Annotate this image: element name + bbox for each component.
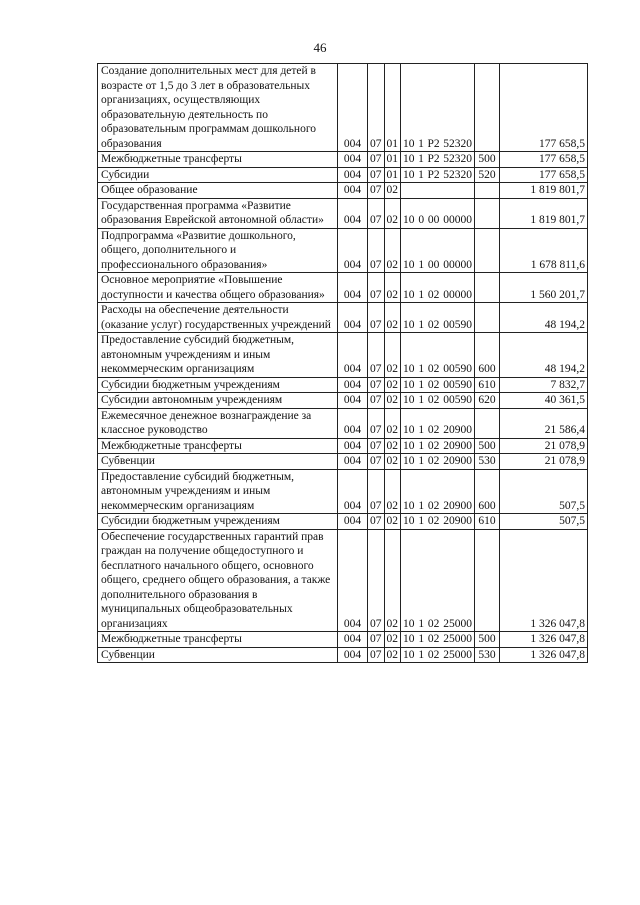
target-article-part: 1 <box>418 394 425 406</box>
row-grbs: 004 <box>338 647 368 663</box>
row-name: Общее образование <box>98 183 338 199</box>
row-expense-type <box>475 198 500 228</box>
target-article-part: 10 <box>403 455 415 467</box>
row-section: 07 <box>368 408 385 438</box>
target-article-part: 1 <box>418 648 425 661</box>
target-article-parts <box>403 454 472 469</box>
row-section: 07 <box>368 167 385 183</box>
target-article-part: 10 <box>403 258 415 271</box>
row-section: 07 <box>368 183 385 199</box>
row-amount: 48 194,2 <box>500 333 588 378</box>
row-section: 07 <box>368 438 385 454</box>
row-subsection: 02 <box>384 469 401 514</box>
row-amount: 7 832,7 <box>500 377 588 393</box>
row-expense-type <box>475 408 500 438</box>
row-name: Предоставление субсидий бюджетным, автономным учреждениям и иным некоммерческим организациям <box>98 333 338 378</box>
target-article-part: 1 <box>418 378 425 391</box>
row-name: Субсидии бюджетным учреждениям <box>98 377 338 393</box>
row-target-article <box>401 393 475 409</box>
row-grbs: 004 <box>338 167 368 183</box>
row-expense-type: 610 <box>475 377 500 393</box>
target-article-part: 10 <box>403 439 415 452</box>
target-article-part: 10 <box>403 153 415 165</box>
row-section: 07 <box>368 393 385 409</box>
row-expense-type: 610 <box>475 514 500 530</box>
row-target-article <box>401 529 475 632</box>
row-name: Межбюджетные трансферты <box>98 632 338 648</box>
row-grbs: 004 <box>338 152 368 168</box>
target-article-part: 10 <box>403 137 415 150</box>
row-target-article <box>401 469 475 514</box>
row-name: Субсидии <box>98 167 338 183</box>
target-article-part: 00 <box>427 214 440 226</box>
row-section: 07 <box>368 64 385 152</box>
row-section: 07 <box>368 454 385 470</box>
row-subsection: 02 <box>384 228 401 273</box>
target-article-parts <box>403 439 472 454</box>
row-subsection: 02 <box>384 514 401 530</box>
row-name: Межбюджетные трансферты <box>98 152 338 168</box>
row-target-article <box>401 647 475 663</box>
row-expense-type: 500 <box>475 438 500 454</box>
table-row <box>98 438 588 454</box>
table-row <box>98 198 588 228</box>
row-grbs: 004 <box>338 529 368 632</box>
row-grbs: 004 <box>338 408 368 438</box>
row-grbs: 004 <box>338 228 368 273</box>
row-section: 07 <box>368 469 385 514</box>
row-target-article <box>401 152 475 168</box>
target-article-part: 00000 <box>443 288 472 301</box>
target-article-part: 10 <box>403 648 415 661</box>
row-amount: 177 658,5 <box>500 152 588 168</box>
row-grbs: 004 <box>338 632 368 648</box>
row-target-article <box>401 228 475 273</box>
target-article-part: 10 <box>403 318 415 331</box>
row-subsection: 02 <box>384 529 401 632</box>
row-amount: 177 658,5 <box>500 167 588 183</box>
row-section: 07 <box>368 333 385 378</box>
target-article-part: 10 <box>403 378 415 391</box>
target-article-part: 02 <box>427 455 440 467</box>
row-subsection: 01 <box>384 167 401 183</box>
row-target-article <box>401 198 475 228</box>
target-article-part: 10 <box>403 424 415 436</box>
row-amount: 1 326 047,8 <box>500 529 588 632</box>
target-article-part: 1 <box>418 363 425 375</box>
row-expense-type: 530 <box>475 454 500 470</box>
row-expense-type: 620 <box>475 393 500 409</box>
table-row <box>98 393 588 409</box>
target-article-part: 00 <box>427 258 440 271</box>
target-article-part: 00590 <box>443 378 472 391</box>
row-name: Субсидии автономным учреждениям <box>98 393 338 409</box>
row-expense-type <box>475 64 500 152</box>
target-article-part: 1 <box>418 137 424 150</box>
row-amount: 1 819 801,7 <box>500 198 588 228</box>
target-article-parts <box>403 288 472 303</box>
row-amount: 48 194,2 <box>500 303 588 333</box>
row-name: Межбюджетные трансферты <box>98 438 338 454</box>
budget-table-body <box>98 64 588 663</box>
target-article-part: 1 <box>418 318 425 331</box>
table-row <box>98 377 588 393</box>
target-article-part: 02 <box>427 288 440 301</box>
row-expense-type: 530 <box>475 647 500 663</box>
target-article-parts <box>403 632 472 647</box>
target-article-part: 00000 <box>443 214 472 226</box>
row-grbs: 004 <box>338 469 368 514</box>
row-section: 07 <box>368 152 385 168</box>
row-target-article <box>401 454 475 470</box>
row-amount: 1 326 047,8 <box>500 632 588 648</box>
row-amount: 1 560 201,7 <box>500 273 588 303</box>
target-article-part: 20900 <box>443 455 472 467</box>
row-subsection: 02 <box>384 438 401 454</box>
row-subsection: 02 <box>384 183 401 199</box>
row-subsection: 02 <box>384 454 401 470</box>
target-article-part: 25000 <box>443 633 472 645</box>
target-article-part: Р2 <box>427 153 440 165</box>
target-article-part: 10 <box>403 214 415 226</box>
row-name: Создание дополнительных мест для детей в возрасте от 1,5 до 3 лет в образовательных организациях, осуществляющих образовательную деятельность по образовательным программам дошкольного образования <box>98 64 338 152</box>
target-article-part: 02 <box>427 439 440 452</box>
table-row <box>98 514 588 530</box>
row-grbs: 004 <box>338 273 368 303</box>
row-expense-type <box>475 303 500 333</box>
row-expense-type: 600 <box>475 469 500 514</box>
target-article-parts <box>403 499 472 514</box>
row-name: Государственная программа «Развитие образования Еврейской автономной области» <box>98 198 338 228</box>
table-row <box>98 333 588 378</box>
target-article-part: Р2 <box>427 137 440 150</box>
target-article-parts <box>403 152 472 167</box>
target-article-parts <box>403 318 472 333</box>
target-article-part: 20900 <box>443 499 472 512</box>
table-row <box>98 273 588 303</box>
target-article-part: 10 <box>403 363 415 375</box>
row-section: 07 <box>368 198 385 228</box>
row-section: 07 <box>368 228 385 273</box>
target-article-part: 02 <box>427 499 440 512</box>
target-article-parts <box>403 213 472 228</box>
target-article-part: 10 <box>403 394 415 406</box>
target-article-part: 1 <box>418 633 425 645</box>
row-name: Обеспечение государственных гарантий прав граждан на получение общедоступного и бесплатного начального общего, основного общего, среднего общего образования, а также дополнительного образования в муниципальных общеобразовательных организациях <box>98 529 338 632</box>
row-section: 07 <box>368 647 385 663</box>
target-article-parts <box>403 648 472 663</box>
row-name: Предоставление субсидий бюджетным, автономным учреждениям и иным некоммерческим организациям <box>98 469 338 514</box>
row-grbs: 004 <box>338 64 368 152</box>
target-article-parts <box>403 393 472 408</box>
target-article-part: 02 <box>427 318 440 331</box>
target-article-part: 25000 <box>443 617 472 630</box>
row-grbs: 004 <box>338 454 368 470</box>
target-article-part: 1 <box>418 424 425 436</box>
row-grbs: 004 <box>338 393 368 409</box>
target-article-parts <box>403 617 472 632</box>
row-target-article <box>401 333 475 378</box>
row-grbs: 004 <box>338 198 368 228</box>
row-grbs: 004 <box>338 333 368 378</box>
row-section: 07 <box>368 303 385 333</box>
target-article-parts <box>403 423 472 438</box>
row-expense-type: 600 <box>475 333 500 378</box>
target-article-part: 1 <box>418 153 424 165</box>
table-row <box>98 408 588 438</box>
target-article-part: 25000 <box>443 648 472 661</box>
row-amount: 1 678 811,6 <box>500 228 588 273</box>
target-article-part: 1 <box>418 288 425 301</box>
target-article-part: 10 <box>403 633 415 645</box>
row-target-article <box>401 438 475 454</box>
row-target-article <box>401 377 475 393</box>
row-target-article <box>401 273 475 303</box>
row-subsection: 02 <box>384 408 401 438</box>
row-target-article <box>401 64 475 152</box>
target-article-part: 1 <box>418 168 424 181</box>
table-row <box>98 469 588 514</box>
row-name: Основное мероприятие «Повышение доступности и качества общего образования» <box>98 273 338 303</box>
row-expense-type <box>475 228 500 273</box>
row-amount: 1 326 047,8 <box>500 647 588 663</box>
row-amount: 21 078,9 <box>500 438 588 454</box>
target-article-part: 10 <box>403 499 415 512</box>
target-article-part: 02 <box>427 394 440 406</box>
row-section: 07 <box>368 529 385 632</box>
target-article-parts <box>403 168 472 183</box>
row-amount: 177 658,5 <box>500 64 588 152</box>
table-row <box>98 454 588 470</box>
row-section: 07 <box>368 273 385 303</box>
row-amount: 21 078,9 <box>500 454 588 470</box>
row-amount: 1 819 801,7 <box>500 183 588 199</box>
target-article-part: 1 <box>418 439 425 452</box>
target-article-part: 52320 <box>443 153 472 165</box>
target-article-part: 20900 <box>443 515 472 527</box>
target-article-part: 1 <box>418 499 425 512</box>
row-name: Подпрограмма «Развитие дошкольного, общего, дополнительного и профессионального образования» <box>98 228 338 273</box>
target-article-part: 10 <box>403 288 415 301</box>
table-row <box>98 64 588 152</box>
target-article-part: 1 <box>418 515 425 527</box>
target-article-part: 0 <box>418 214 425 226</box>
row-subsection: 01 <box>384 64 401 152</box>
row-amount: 507,5 <box>500 469 588 514</box>
target-article-part: 20900 <box>443 424 472 436</box>
row-target-article <box>401 167 475 183</box>
target-article-part: 00590 <box>443 394 472 406</box>
row-section: 07 <box>368 632 385 648</box>
target-article-part: 02 <box>427 648 440 661</box>
table-row <box>98 167 588 183</box>
target-article-part: 1 <box>418 455 425 467</box>
row-expense-type: 500 <box>475 632 500 648</box>
target-article-parts <box>403 362 472 377</box>
row-target-article <box>401 632 475 648</box>
table-row <box>98 529 588 632</box>
target-article-part: 02 <box>427 617 440 630</box>
table-row <box>98 228 588 273</box>
row-expense-type: 500 <box>475 152 500 168</box>
row-target-article <box>401 408 475 438</box>
target-article-part: 02 <box>427 515 440 527</box>
row-amount: 21 586,4 <box>500 408 588 438</box>
row-name: Субсидии бюджетным учреждениям <box>98 514 338 530</box>
row-section: 07 <box>368 514 385 530</box>
row-name: Расходы на обеспечение деятельности (оказание услуг) государственных учреждений <box>98 303 338 333</box>
target-article-part: 02 <box>427 424 440 436</box>
row-subsection: 02 <box>384 377 401 393</box>
row-subsection: 02 <box>384 393 401 409</box>
table-row <box>98 183 588 199</box>
target-article-part: 10 <box>403 168 415 181</box>
target-article-part: 1 <box>418 617 425 630</box>
row-name: Субвенции <box>98 454 338 470</box>
row-grbs: 004 <box>338 183 368 199</box>
table-row <box>98 152 588 168</box>
row-subsection: 02 <box>384 303 401 333</box>
target-article-part: 20900 <box>443 439 472 452</box>
row-subsection: 02 <box>384 647 401 663</box>
row-target-article <box>401 183 475 199</box>
target-article-part: 02 <box>427 378 440 391</box>
target-article-part: 00000 <box>443 258 472 271</box>
table-row <box>98 647 588 663</box>
target-article-parts <box>403 137 472 152</box>
target-article-part: 00590 <box>443 318 472 331</box>
row-expense-type <box>475 183 500 199</box>
target-article-parts <box>403 378 472 393</box>
target-article-part: 02 <box>427 363 440 375</box>
page-number: 46 <box>313 40 327 55</box>
row-target-article <box>401 514 475 530</box>
row-section: 07 <box>368 377 385 393</box>
table-row <box>98 303 588 333</box>
row-target-article <box>401 303 475 333</box>
row-subsection: 02 <box>384 273 401 303</box>
target-article-parts <box>403 258 472 273</box>
row-subsection: 01 <box>384 152 401 168</box>
row-subsection: 02 <box>384 333 401 378</box>
target-article-part: 52320 <box>443 168 472 181</box>
target-article-part: 52320 <box>443 137 472 150</box>
target-article-part: Р2 <box>427 168 440 181</box>
row-grbs: 004 <box>338 438 368 454</box>
target-article-part: 10 <box>403 617 415 630</box>
row-grbs: 004 <box>338 377 368 393</box>
row-name: Ежемесячное денежное вознаграждение за классное руководство <box>98 408 338 438</box>
row-subsection: 02 <box>384 632 401 648</box>
row-expense-type: 520 <box>475 167 500 183</box>
row-grbs: 004 <box>338 303 368 333</box>
row-amount: 507,5 <box>500 514 588 530</box>
row-name: Субвенции <box>98 647 338 663</box>
row-subsection: 02 <box>384 198 401 228</box>
table-row <box>98 632 588 648</box>
target-article-parts <box>403 514 472 529</box>
row-grbs: 004 <box>338 514 368 530</box>
target-article-part: 02 <box>427 633 440 645</box>
row-amount: 40 361,5 <box>500 393 588 409</box>
budget-table <box>97 63 588 663</box>
target-article-part: 10 <box>403 515 415 527</box>
target-article-part: 1 <box>418 258 425 271</box>
row-expense-type <box>475 273 500 303</box>
row-expense-type <box>475 529 500 632</box>
target-article-part: 00590 <box>443 363 472 375</box>
